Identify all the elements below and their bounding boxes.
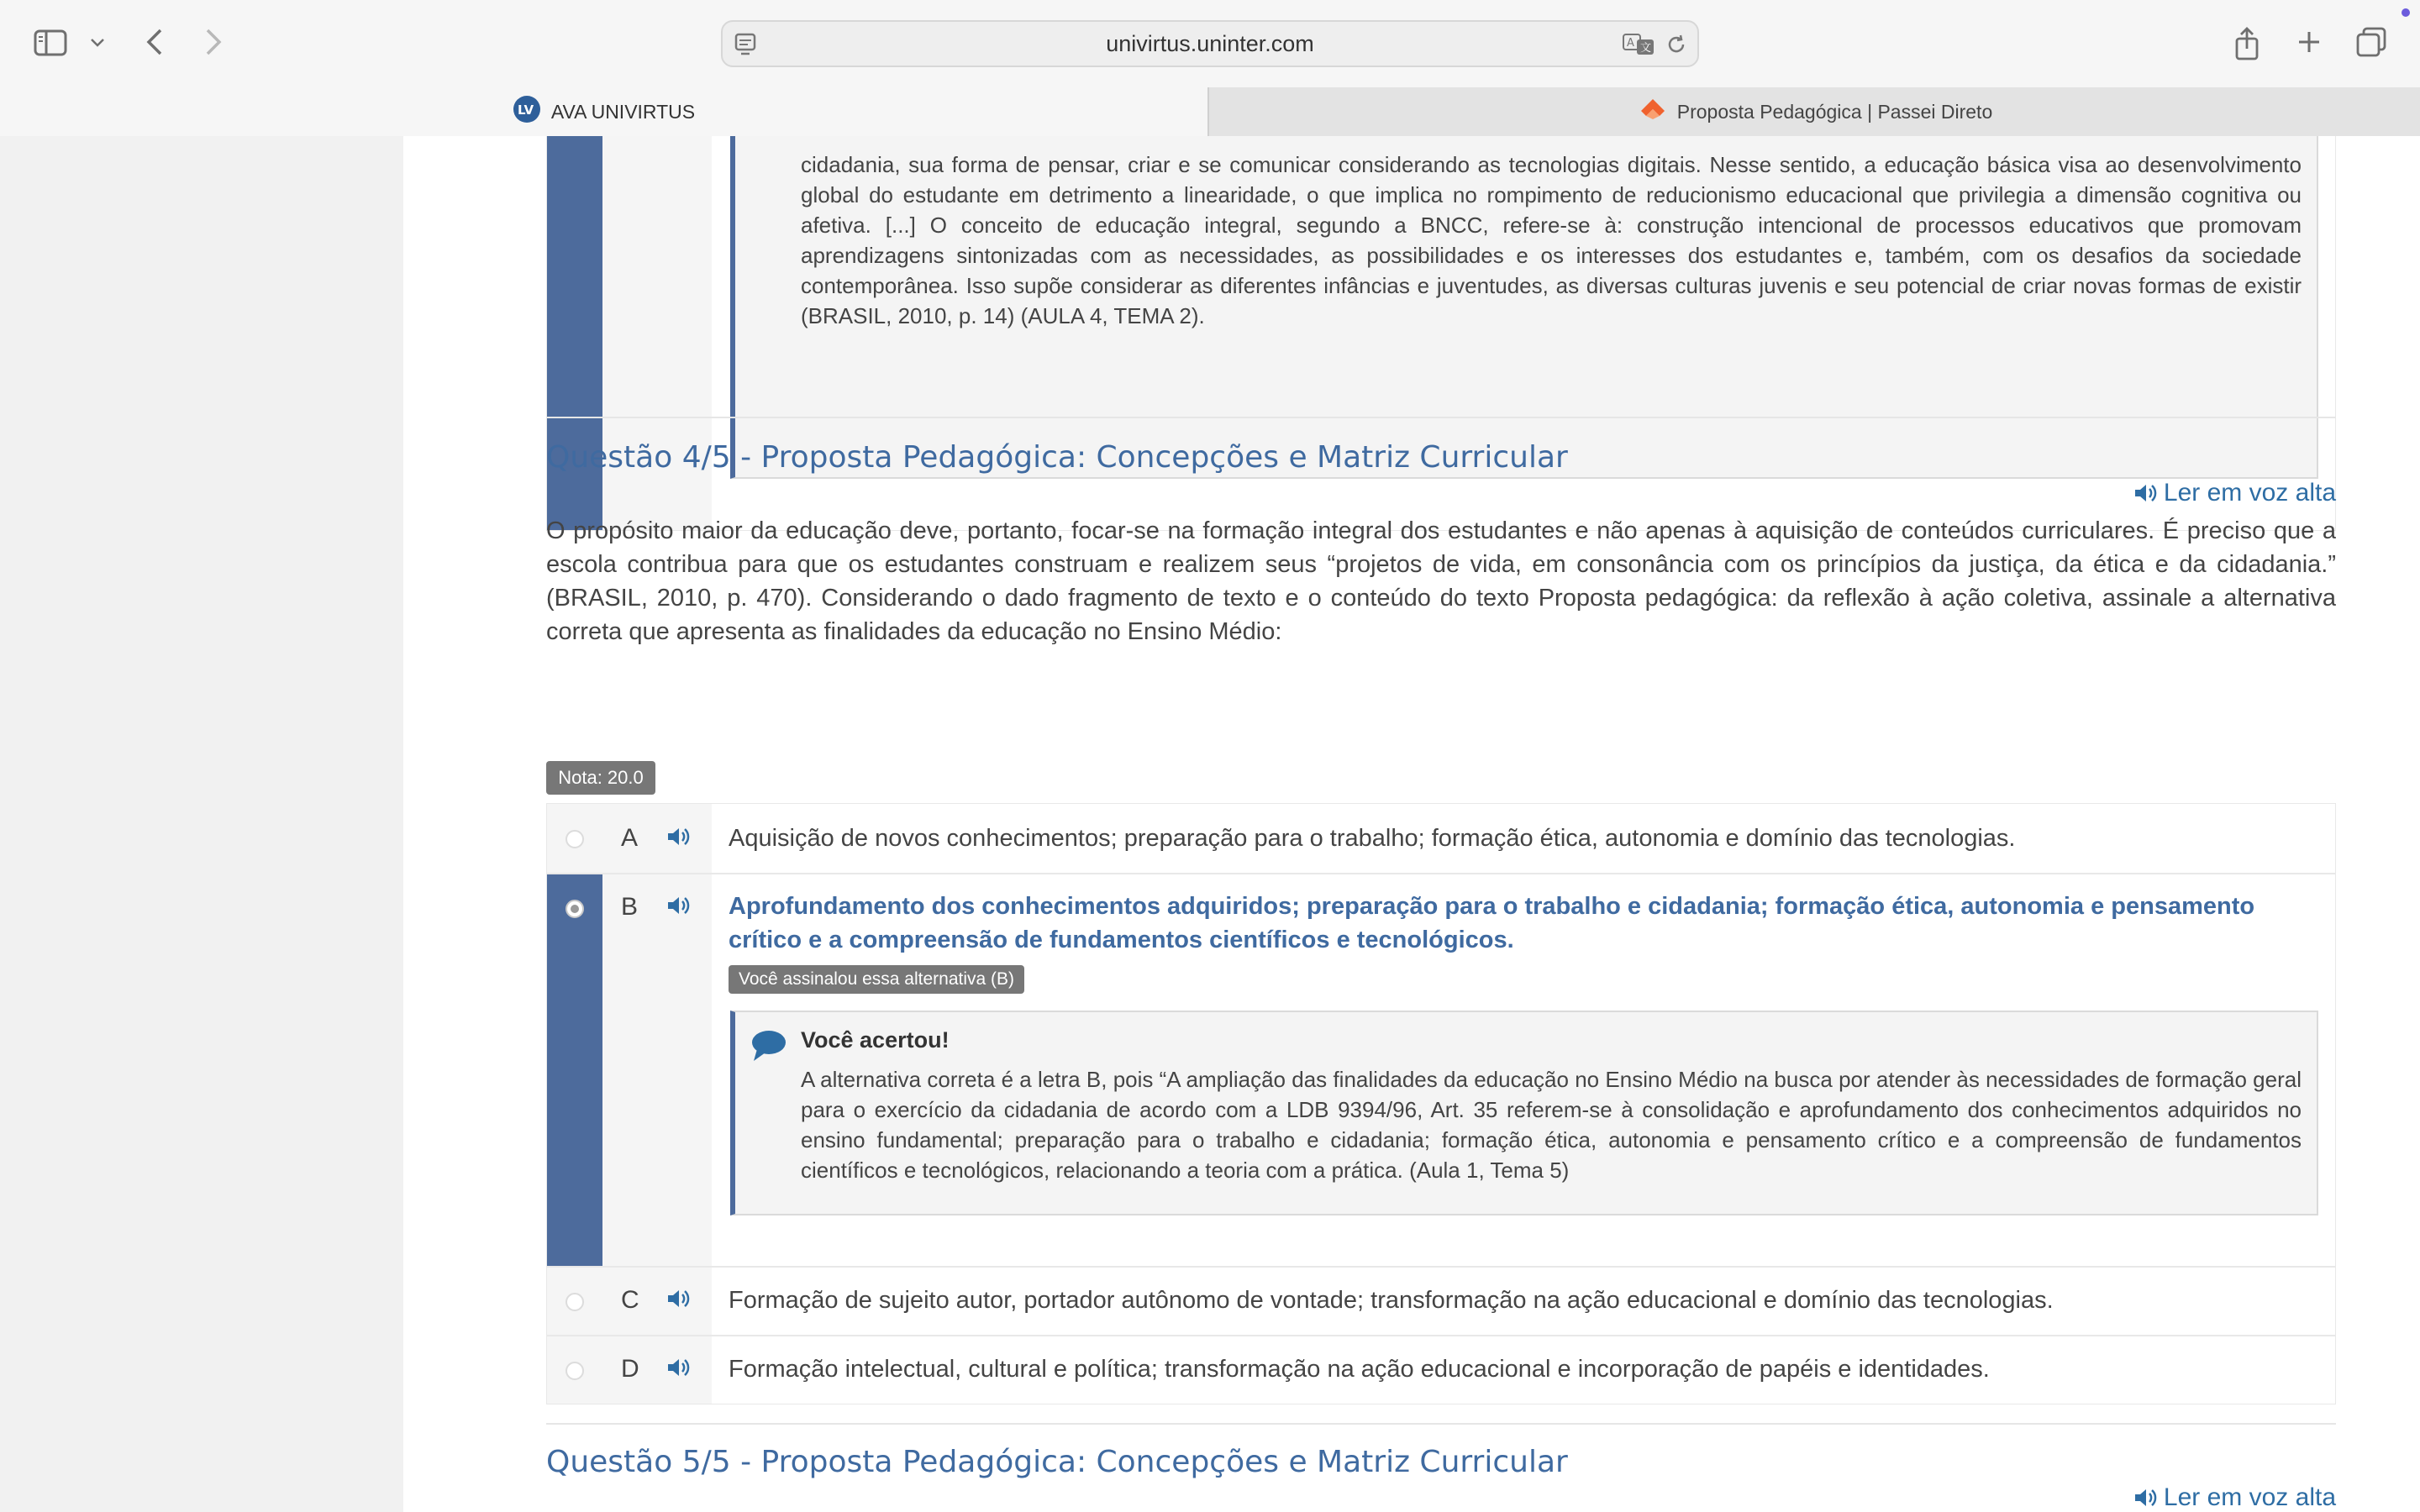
sidebar-toggle-icon[interactable] bbox=[32, 29, 69, 57]
question-4-title: Questão 4/5 - Proposta Pedagógica: Concepções e Matriz Curricular bbox=[546, 440, 1568, 475]
read-aloud-link[interactable] bbox=[2133, 1483, 2336, 1512]
feedback-text: A alternativa correta é a letra B, pois “A ampliação das finalidades da educação no Ensino Médio na busca por atender às necessidades de formação geral para o exercício da cidadania de acordo com a LDB 9394/96, Art. 35 referem-se à consolidação e aprofundamento dos conhecimentos adquiridos no ensino fundamental; preparação para o trabalho e cidadania; formação ética, autonomia e pensamento crítico e a compreensão de fundamentos científicos e tecnológicos, relacionando a teoria com a prática. (Aula 1, Tema 5) bbox=[801, 1067, 2302, 1183]
page-content bbox=[403, 136, 2420, 1512]
option-letter: A bbox=[621, 824, 639, 852]
speaker-icon[interactable] bbox=[666, 895, 693, 921]
new-tab-icon[interactable] bbox=[2294, 27, 2324, 57]
option-c-text: Formação de sujeito autor, portador autônomo de vontade; transformação na ação educacional e domínio das tecnologias. bbox=[729, 1287, 2054, 1314]
option-letter: C bbox=[621, 1286, 639, 1314]
reload-icon[interactable] bbox=[1665, 34, 1687, 60]
comment-icon bbox=[750, 1029, 787, 1067]
option-a-radio[interactable] bbox=[566, 830, 584, 848]
speaker-icon bbox=[2133, 1487, 2159, 1509]
divider bbox=[546, 417, 2336, 418]
divider bbox=[546, 1423, 2336, 1425]
feedback-heading: Você acertou! bbox=[801, 1027, 950, 1053]
translate-icon[interactable] bbox=[1622, 32, 1655, 61]
option-a-row[interactable] bbox=[546, 803, 2336, 874]
read-aloud-link[interactable] bbox=[2133, 479, 2336, 507]
univirtus-logo-icon bbox=[513, 95, 541, 129]
option-a-text: Aquisição de novos conhecimentos; preparação para o trabalho; formação ética, autonomia e domínio das tecnologias. bbox=[729, 825, 2016, 852]
share-icon[interactable] bbox=[2232, 25, 2262, 62]
speaker-icon[interactable] bbox=[666, 1357, 693, 1383]
svg-text:文: 文 bbox=[1640, 42, 1652, 55]
option-d-radio[interactable] bbox=[566, 1362, 584, 1380]
question-5-title: Questão 5/5 - Proposta Pedagógica: Concepções e Matriz Curricular bbox=[546, 1445, 1568, 1479]
prev-feedback-text: cidadania, sua forma de pensar, criar e se comunicar considerando as tecnologias digitais. Nesse sentido, a educação básica visa ao desenvolvimento global do estudante em detrimento a linearidade, o que implica no rompimento de reducionismo educacional que privilegia a dimensão cognitiva ou afetiva. [...] O conceito de educação integral, segundo a BNCC, refere-se à: construção intencional de processos educativos que promovam aprendizagens sintonizadas com as necessidades, as possibilidades e os interesses dos estudantes e, também, com os desafios da sociedade contemporânea. Isso supõe considerar as diferentes infâncias e juventudes, as diversas culturas juvenis e seu potencial de criar novas formas de existir (BRASIL, 2010, p. 14) (AULA 4, TEMA 2). bbox=[801, 152, 2302, 328]
read-aloud-label: Ler em voz alta bbox=[2163, 479, 2336, 507]
option-letter: D bbox=[621, 1355, 639, 1383]
option-b-radio[interactable] bbox=[566, 900, 584, 918]
option-b-text: Aprofundamento dos conhecimentos adquiridos; preparação para o trabalho e cidadania; formação ética, autonomia e pensamento crítico e a compreensão de fundamentos científicos e tecnológicos. bbox=[729, 893, 2255, 953]
address-bar[interactable] bbox=[721, 20, 1699, 67]
option-d-text: Formação intelectual, cultural e política; transformação na ação educacional e incorporação de papéis e identidades. bbox=[729, 1356, 1990, 1383]
option-c-row[interactable] bbox=[546, 1267, 2336, 1336]
url-text: univirtus.uninter.com bbox=[1106, 30, 1314, 56]
tab-ava-univirtus[interactable] bbox=[0, 87, 1207, 136]
speaker-icon[interactable] bbox=[666, 1288, 693, 1314]
tab-label: AVA UNIVIRTUS bbox=[550, 100, 696, 123]
tab-label: Proposta Pedagógica | Passei Direto bbox=[1676, 100, 1993, 123]
option-letter: B bbox=[621, 893, 639, 921]
option-b-row[interactable] bbox=[546, 874, 2336, 1267]
speaker-icon[interactable] bbox=[666, 826, 693, 852]
question-4-stem: O propósito maior da educação deve, portanto, focar-se na formação integral dos estudantes e não apenas à aquisição de conteúdos curriculares. É preciso que a escola contribua para que os estudantes construam e realizem seus “projetos de vida, em consonância com os princípios da justiça, da ética e da cidadania.” (BRASIL, 2010, p. 470). Considerando o dado fragmento de texto e o conteúdo do texto Proposta pedagógica: da reflexão à ação coletiva, assinale a alternativa correta que apresenta as finalidades da educação no Ensino Médio: bbox=[546, 517, 2336, 645]
forward-icon[interactable] bbox=[200, 25, 227, 59]
grade-badge: Nota: 20.0 bbox=[546, 761, 655, 795]
tab-passei-direto[interactable] bbox=[1207, 87, 2420, 136]
selected-option-bar bbox=[547, 874, 602, 1266]
chevron-down-icon[interactable] bbox=[87, 34, 108, 52]
prev-feedback-box bbox=[730, 136, 2318, 479]
option-d-row[interactable] bbox=[546, 1336, 2336, 1404]
svg-text:A: A bbox=[1627, 37, 1634, 50]
tab-bar bbox=[0, 87, 2420, 138]
feedback-box bbox=[730, 1011, 2318, 1215]
back-icon[interactable] bbox=[141, 25, 168, 59]
svg-text:LV: LV bbox=[517, 102, 534, 118]
notification-dot bbox=[2402, 8, 2410, 17]
selected-badge: Você assinalou essa alternativa (B) bbox=[729, 965, 1024, 994]
speaker-icon bbox=[2133, 482, 2159, 504]
tab-overview-icon[interactable] bbox=[2354, 25, 2388, 59]
browser-toolbar bbox=[0, 0, 2420, 87]
read-aloud-label: Ler em voz alta bbox=[2163, 1483, 2336, 1511]
option-c-radio[interactable] bbox=[566, 1293, 584, 1311]
passei-direto-logo-icon bbox=[1639, 97, 1667, 127]
